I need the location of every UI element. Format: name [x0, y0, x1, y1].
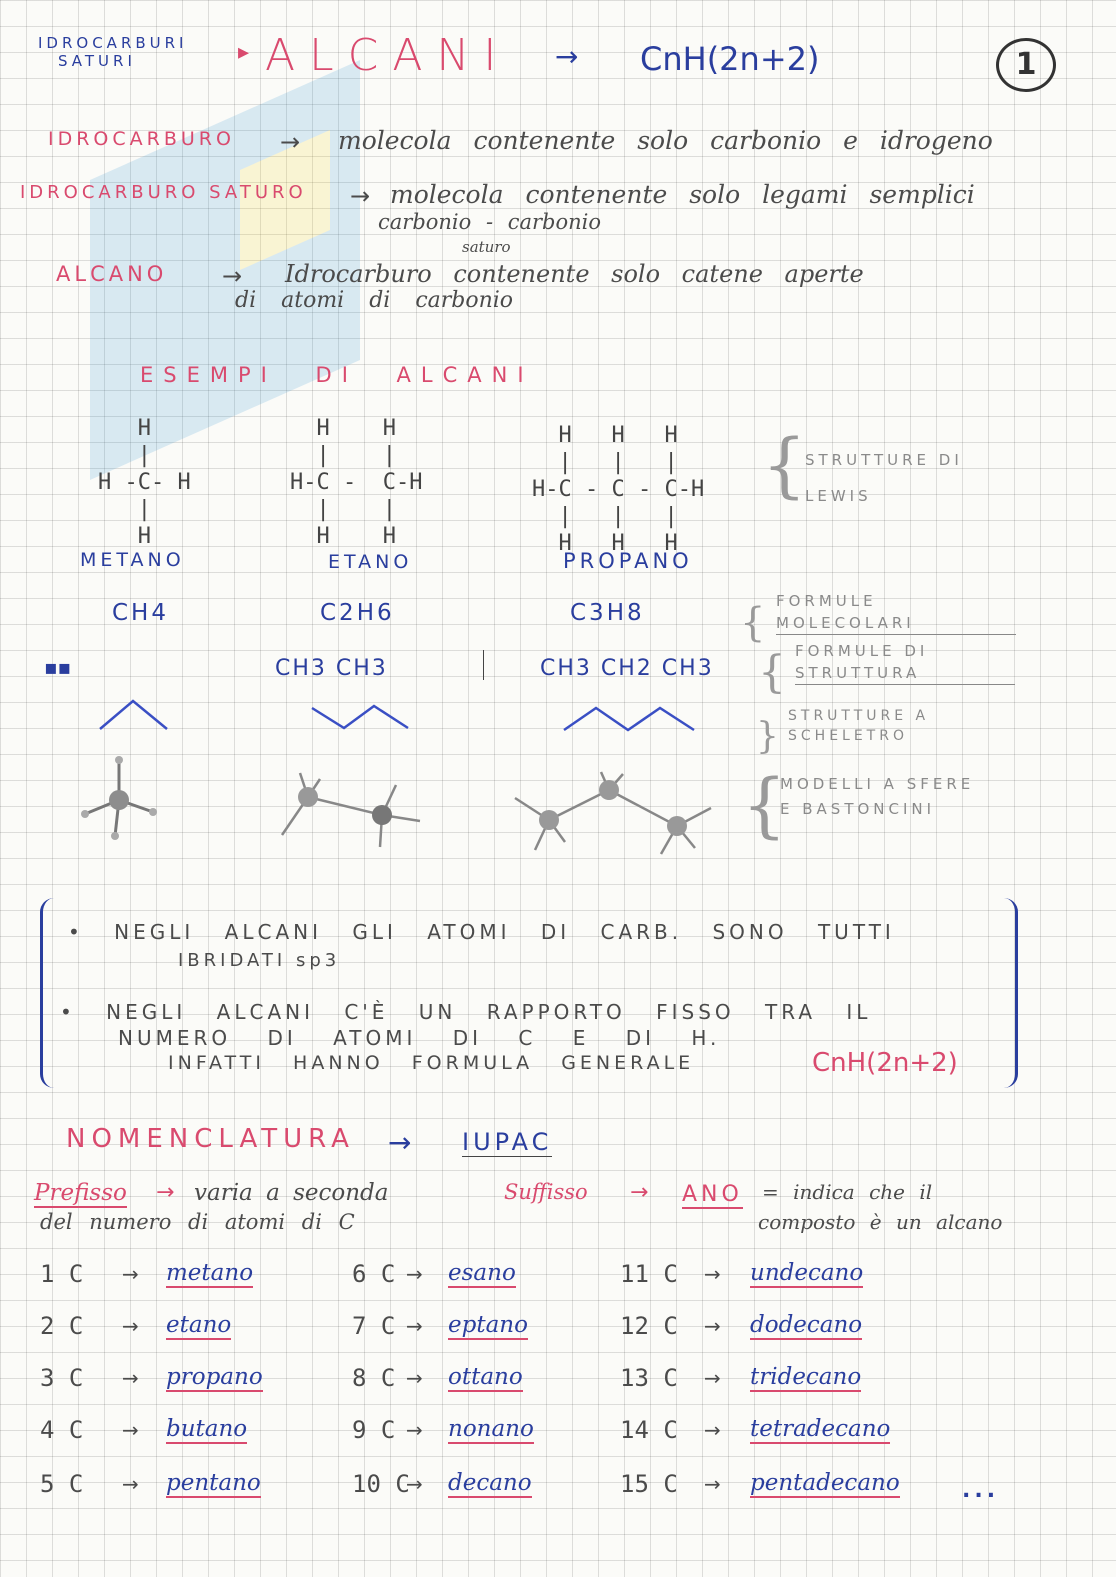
general-formula: CnH(2n+2) [640, 40, 820, 78]
alkane-name: pentadecano [750, 1470, 900, 1496]
suffix-value: ANO [682, 1182, 743, 1207]
alkane-name: decano [448, 1470, 532, 1496]
brace-icon: { [762, 424, 807, 506]
prefix-label: Prefisso [34, 1180, 127, 1206]
alkane-name: ottano [448, 1364, 523, 1390]
carbon-count: 6 C [352, 1260, 396, 1288]
side-label-models: MODELLI A SFERE E BASTONCINI [780, 775, 975, 818]
alkane-name: dodecano [750, 1312, 863, 1338]
carbon-count: 7 C [352, 1312, 396, 1340]
definition-text-continued: di atomi di carbonio [235, 288, 514, 313]
molecule-name-ethane: ETANO [328, 551, 413, 573]
scribble-mark: ▪▪ [44, 655, 72, 679]
lewis-structure-methane: H | H -C- H | H [98, 416, 191, 549]
arrow-icon: → [406, 1262, 423, 1286]
brace-icon: { [758, 647, 786, 698]
lewis-structure-propane: H H H | | | H-C - C - C-H | | | H H H [532, 423, 705, 556]
skeletal-propane [560, 700, 700, 736]
note-2-continued: NUMERO DI ATOMI DI C E DI H. [118, 1026, 721, 1050]
definition-term: IDROCARBURO [48, 128, 235, 150]
arrow-icon: → [122, 1472, 139, 1496]
arrow-icon: → [122, 1418, 139, 1442]
nomenclature-system: IUPAC [462, 1128, 553, 1156]
carbon-count: 9 C [352, 1416, 396, 1444]
molecular-formula-propane: C3H8 [570, 600, 645, 626]
prefix-description-continued: del numero di atomi di C [40, 1210, 355, 1234]
section-heading: NOMENCLATURA [66, 1124, 355, 1154]
suffix-label: Suffisso [504, 1180, 588, 1204]
title-arrow: → [555, 40, 579, 73]
subject-label: IDROCARBURI SATURI [38, 34, 188, 70]
definition-term: IDROCARBURO SATURO [20, 182, 307, 203]
arrow-icon: → [388, 1126, 412, 1159]
side-label-molecular: FORMULE MOLECOLARI [776, 590, 1016, 635]
note-2-continued: INFATTI HANNO FORMULA GENERALE [168, 1052, 695, 1074]
brace-icon: } [756, 716, 779, 757]
page-title: ALCANI [265, 30, 511, 81]
alkane-name: pentano [166, 1470, 261, 1496]
arrow-icon: → [122, 1314, 139, 1338]
alkane-name: tridecano [750, 1364, 862, 1390]
molecule-name-methane: METANO [80, 549, 185, 571]
side-label-structural: FORMULE DI STRUTTURA [795, 640, 1015, 685]
carbon-count: 8 C [352, 1364, 396, 1392]
skeletal-methane [95, 695, 175, 735]
arrow-icon: → [406, 1418, 423, 1442]
carbon-count: 10 C [352, 1470, 410, 1498]
bullet-icon: • [60, 1000, 76, 1024]
alkane-name: nonano [448, 1416, 534, 1442]
arrow-icon: → [122, 1262, 139, 1286]
ball-stick-propane [505, 768, 725, 860]
carbon-count: 2 C [40, 1312, 84, 1340]
ball-stick-ethane [270, 765, 430, 855]
carbon-count: 15 C [620, 1470, 678, 1498]
arrow-icon: → [156, 1180, 175, 1205]
arrow-icon: → [122, 1366, 139, 1390]
lewis-structure-ethane: H H | | H-C - C-H | | H H [290, 416, 423, 549]
structural-formula-ethane: CH3 CH3 [275, 656, 388, 681]
bullet-icon: • [68, 920, 84, 944]
carbon-count: 3 C [40, 1364, 84, 1392]
carbon-count: 5 C [40, 1470, 84, 1498]
arrow-icon: → [222, 262, 243, 290]
arrow-icon: → [704, 1472, 721, 1496]
carbon-count: 13 C [620, 1364, 678, 1392]
arrow-icon: → [704, 1314, 721, 1338]
definition-text: Idrocarburo contenente solo catene aperte [285, 260, 864, 288]
carbon-count: 12 C [620, 1312, 678, 1340]
divider [483, 650, 484, 680]
section-heading: ESEMPI DI ALCANI [140, 363, 534, 387]
definition-text-continued: carbonio - carbonio [378, 210, 602, 234]
note-general-formula: CnH(2n+2) [812, 1048, 958, 1078]
carbon-count: 14 C [620, 1416, 678, 1444]
arrow-icon: → [704, 1262, 721, 1286]
alkane-name: metano [166, 1260, 254, 1286]
brace-icon: { [742, 764, 787, 846]
note-1-continued: IBRIDATI sp3 [178, 950, 341, 971]
alkane-name: esano [448, 1260, 516, 1286]
suffix-description-continued: composto è un alcano [758, 1210, 1003, 1234]
arrow-icon: → [406, 1366, 423, 1390]
arrow-icon: → [406, 1314, 423, 1338]
side-label-lewis: STRUTTURE DI LEWIS [805, 451, 963, 505]
ball-stick-methane [75, 752, 165, 842]
side-label-skeletal: STRUTTURE A SCHELETRO [788, 708, 930, 744]
note-1: • NEGLI ALCANI GLI ATOMI DI CARB. SONO TUTTI [68, 920, 895, 944]
definition-term: ALCANO [56, 262, 168, 286]
alkane-name: eptano [448, 1312, 528, 1338]
title-marker: ▸ [238, 40, 250, 65]
suffix-description: = indica che il [762, 1180, 933, 1204]
carbon-count: 11 C [620, 1260, 678, 1288]
carbon-count: 1 C [40, 1260, 84, 1288]
brace-icon: { [740, 600, 766, 646]
page-number: 1 [996, 38, 1056, 92]
ellipsis: ... [962, 1478, 1000, 1503]
alkane-name: butano [166, 1416, 248, 1442]
arrow-icon: → [406, 1472, 423, 1496]
arrow-icon: → [280, 128, 301, 156]
carbon-count: 4 C [40, 1416, 84, 1444]
molecular-formula-methane: CH4 [112, 600, 169, 626]
arrow-icon: → [704, 1418, 721, 1442]
note-2: • NEGLI ALCANI C'È UN RAPPORTO FISSO TRA IL [60, 1000, 872, 1024]
structural-formula-propane: CH3 CH2 CH3 [540, 656, 714, 681]
prefix-description: varia a seconda [194, 1180, 389, 1206]
alkane-name: undecano [750, 1260, 864, 1286]
alkane-name: tetradecano [750, 1416, 891, 1442]
molecular-formula-ethane: C2H6 [320, 600, 395, 626]
definition-note: saturo [462, 238, 511, 256]
molecule-name-propane: PROPANO [563, 549, 693, 573]
definition-text: molecola contenente solo legami semplici [390, 180, 975, 209]
arrow-icon: → [630, 1180, 649, 1205]
arrow-icon: → [350, 182, 371, 210]
skeletal-ethane [308, 700, 412, 736]
alkane-name: propano [166, 1364, 263, 1390]
alkane-name: etano [166, 1312, 232, 1338]
definition-text: molecola contenente solo carbonio e idrogeno [338, 126, 993, 155]
arrow-icon: → [704, 1366, 721, 1390]
